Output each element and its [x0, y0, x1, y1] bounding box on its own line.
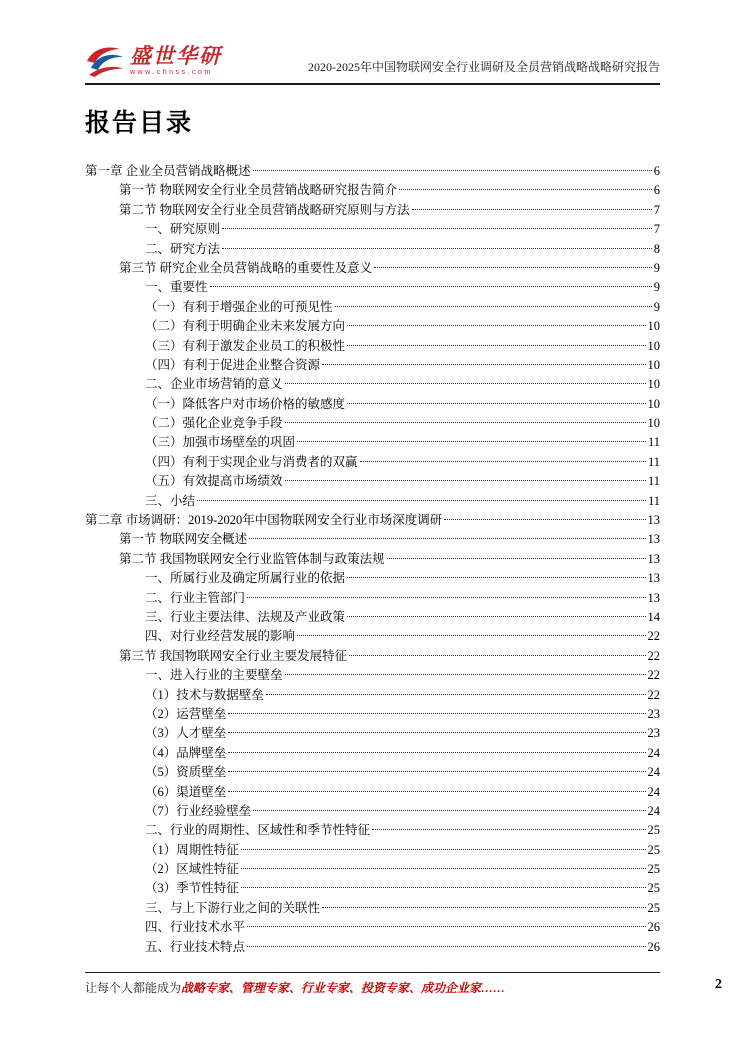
toc-dot-leader	[335, 306, 652, 307]
toc-page-number: 26	[647, 920, 660, 935]
toc-dot-leader	[347, 577, 645, 578]
page-header	[85, 44, 660, 85]
toc-entry[interactable]	[85, 550, 660, 569]
toc-dot-leader	[399, 189, 652, 190]
toc-page-number: 25	[647, 842, 660, 857]
toc-page-number: 25	[647, 823, 660, 838]
toc-page-number: 11	[647, 435, 660, 450]
toc-page-number: 9	[653, 260, 660, 275]
toc-dot-leader	[253, 810, 645, 811]
toc-dot-leader	[360, 461, 646, 462]
toc-entry[interactable]	[85, 298, 660, 317]
toc-dot-leader	[228, 732, 645, 733]
toc-entry[interactable]	[85, 763, 660, 782]
toc-dot-leader	[249, 538, 645, 539]
report-title: 2020-2025年中国物联网安全行业调研及全员营销战略战略研究报告	[308, 60, 660, 74]
toc-dot-leader	[222, 248, 652, 249]
toc-entry[interactable]	[85, 821, 660, 840]
toc-entry[interactable]	[85, 511, 660, 530]
toc-entry-label: 二、企业市场营销的意义	[145, 377, 283, 392]
toc-entry[interactable]	[85, 918, 660, 937]
toc-entry[interactable]	[85, 744, 660, 763]
toc-entry-label: 三、与上下游行业之间的关联性	[145, 900, 321, 915]
footer-divider	[85, 972, 660, 973]
toc-entry[interactable]	[85, 783, 660, 802]
toc-page-number: 22	[647, 648, 660, 663]
toc-entry-label: 三、行业主要法律、法规及产业政策	[145, 609, 346, 624]
toc-entry[interactable]	[85, 414, 660, 433]
toc-entry[interactable]	[85, 608, 660, 627]
toc-page-number: 13	[647, 532, 660, 547]
toc-dot-leader	[228, 713, 645, 714]
toc-entry-label: 第三节 研究企业全员营销战略的重要性及意义	[119, 260, 373, 275]
toc-dot-leader	[297, 635, 645, 636]
toc-entry-label: （三）有利于激发企业员工的积极性	[145, 338, 346, 353]
toc-entry[interactable]	[85, 666, 660, 685]
footer-slogan	[85, 979, 505, 996]
toc-dot-leader	[228, 752, 645, 753]
toc-entry-label: 第二章 市场调研：2019-2020年中国物联网安全行业市场深度调研	[85, 513, 443, 528]
toc-page-number: 10	[647, 416, 660, 431]
toc-page-number: 22	[647, 668, 660, 683]
toc-page-number: 10	[647, 357, 660, 372]
toc-page-number: 22	[647, 629, 660, 644]
toc-dot-leader	[222, 228, 652, 229]
toc-page-number: 25	[647, 862, 660, 877]
toc-entry[interactable]	[85, 162, 660, 181]
toc-entry-label: （三）加强市场壁垒的巩固	[145, 435, 296, 450]
toc-page-number: 10	[647, 377, 660, 392]
toc-entry-label: 三、小结	[145, 493, 196, 508]
toc-dot-leader	[247, 926, 645, 927]
toc-list	[85, 162, 660, 957]
toc-entry[interactable]	[85, 433, 660, 452]
toc-entry-label: （7）行业经验壁垒	[145, 803, 252, 818]
toc-dot-leader	[322, 364, 645, 365]
toc-page-number: 10	[647, 396, 660, 411]
toc-entry-label: （一）有利于增强企业的可预见性	[145, 299, 333, 314]
logo-book-icon	[85, 44, 125, 78]
toc-entry-label: 第一节 物联网安全概述	[119, 532, 248, 547]
toc-entry-label: （4）品牌壁垒	[145, 745, 227, 760]
toc-entry-label: （1）技术与数据壁垒	[145, 687, 264, 702]
toc-entry[interactable]	[85, 724, 660, 743]
toc-entry[interactable]	[85, 356, 660, 375]
page-title: 报告目录	[85, 110, 194, 137]
toc-dot-leader	[253, 170, 652, 171]
toc-entry-label: 二、行业的周期性、区域性和季节性特征	[145, 823, 371, 838]
toc-page-number: 13	[647, 571, 660, 586]
toc-entry-label: （四）有利于实现企业与消费者的双赢	[145, 454, 358, 469]
brand-tagline: www.chnss.com	[130, 69, 213, 76]
toc-entry[interactable]	[85, 938, 660, 957]
toc-entry-label: （二）强化企业竞争手段	[145, 416, 283, 431]
toc-dot-leader	[247, 597, 645, 598]
toc-page-number: 11	[647, 454, 660, 469]
toc-dot-leader	[285, 383, 646, 384]
footer-slogan-emphasis: 战略专家、管理专家、行业专家、投资专家、成功企业家……	[181, 981, 506, 995]
toc-page-number: 6	[653, 183, 660, 198]
toc-entry-label: 第二节 我国物联网安全行业监管体制与政策法规	[119, 551, 385, 566]
toc-page-number: 24	[647, 765, 660, 780]
toc-dot-leader	[285, 422, 646, 423]
toc-dot-leader	[412, 209, 652, 210]
toc-entry[interactable]	[85, 647, 660, 666]
toc-page-number: 7	[653, 202, 660, 217]
toc-entry[interactable]	[85, 569, 660, 588]
toc-page-number: 11	[647, 474, 660, 489]
toc-dot-leader	[241, 849, 646, 850]
toc-entry[interactable]	[85, 201, 660, 220]
toc-entry[interactable]	[85, 589, 660, 608]
toc-page-number: 6	[653, 164, 660, 178]
toc-page-number: 7	[653, 222, 660, 237]
toc-page-number: 23	[647, 706, 660, 721]
toc-entry-label: （3）人才壁垒	[145, 726, 227, 741]
toc-entry-label: 四、对行业经营发展的影响	[145, 629, 296, 644]
toc-entry-label: 一、所属行业及确定所属行业的依据	[145, 571, 346, 586]
toc-dot-leader	[347, 345, 645, 346]
toc-entry-label: 一、研究原则	[145, 222, 221, 237]
toc-entry[interactable]	[85, 627, 660, 646]
toc-entry-label: （5）资质壁垒	[145, 765, 227, 780]
toc-entry-label: 四、行业技术水平	[145, 920, 246, 935]
toc-entry-label: （3）季节性特征	[145, 881, 239, 896]
toc-dot-leader	[387, 558, 646, 559]
toc-page-number: 13	[647, 590, 660, 605]
toc-entry[interactable]	[85, 879, 660, 898]
toc-entry-label: 一、重要性	[145, 280, 208, 295]
toc-entry[interactable]	[85, 278, 660, 297]
toc-page-number: 25	[647, 900, 660, 915]
toc-entry-label: 第三节 我国物联网安全行业主要发展特征	[119, 648, 348, 663]
toc-entry[interactable]	[85, 686, 660, 705]
toc-entry-label: （二）有利于明确企业未来发展方向	[145, 319, 346, 334]
toc-dot-leader	[322, 907, 645, 908]
footer-page-number: 2	[715, 977, 722, 992]
toc-dot-leader	[349, 655, 645, 656]
toc-entry[interactable]	[85, 240, 660, 259]
toc-entry-label: 第一章 企业全员营销战略概述	[85, 164, 251, 178]
toc-entry-label: （2）区域性特征	[145, 862, 239, 877]
toc-page-number: 9	[653, 299, 660, 314]
toc-entry[interactable]	[85, 375, 660, 394]
toc-entry[interactable]	[85, 220, 660, 239]
toc-page-number: 24	[647, 745, 660, 760]
toc-entry-label: （6）渠道壁垒	[145, 784, 227, 799]
toc-dot-leader	[297, 441, 646, 442]
toc-entry[interactable]	[85, 259, 660, 278]
toc-dot-leader	[197, 500, 646, 501]
toc-dot-leader	[285, 674, 646, 675]
toc-entry[interactable]	[85, 453, 660, 472]
toc-entry-label: 二、行业主管部门	[145, 590, 246, 605]
toc-entry-label: （1）周期性特征	[145, 842, 239, 857]
toc-entry-label: （五）有效提高市场绩效	[145, 474, 283, 489]
toc-page-number: 24	[647, 803, 660, 818]
company-logo	[85, 44, 222, 78]
toc-entry[interactable]	[85, 802, 660, 821]
toc-entry[interactable]	[85, 492, 660, 511]
toc-entry-label: （四）有利于促进企业整合资源	[145, 357, 321, 372]
toc-page-number: 22	[647, 687, 660, 702]
toc-dot-leader	[347, 403, 645, 404]
toc-page-number: 10	[647, 338, 660, 353]
toc-page-number: 23	[647, 726, 660, 741]
toc-dot-leader	[228, 771, 645, 772]
toc-entry-label: 一、进入行业的主要壁垒	[145, 668, 283, 683]
toc-dot-leader	[285, 480, 646, 481]
toc-page-number: 10	[647, 319, 660, 334]
toc-page-number: 13	[647, 513, 660, 528]
toc-entry[interactable]	[85, 899, 660, 918]
toc-entry[interactable]	[85, 860, 660, 879]
toc-dot-leader	[372, 829, 645, 830]
toc-entry[interactable]	[85, 395, 660, 414]
toc-entry-label: 二、研究方法	[145, 241, 221, 256]
toc-page-number: 11	[647, 493, 660, 508]
logo-text-block	[130, 46, 222, 76]
toc-dot-leader	[228, 791, 645, 792]
toc-page-number: 9	[653, 280, 660, 295]
toc-page-number: 26	[647, 939, 660, 954]
toc-entry-label: （一）降低客户对市场价格的敏感度	[145, 396, 346, 411]
toc-dot-leader	[347, 325, 645, 326]
toc-entry-label: 第一节 物联网安全行业全员营销战略研究报告简介	[119, 183, 398, 198]
toc-page-number: 13	[647, 551, 660, 566]
toc-entry-label: （2）运营壁垒	[145, 706, 227, 721]
toc-dot-leader	[241, 868, 646, 869]
toc-page-number: 25	[647, 881, 660, 896]
toc-entry-label: 五、行业技术特点	[145, 939, 246, 954]
toc-entry[interactable]	[85, 472, 660, 491]
footer-slogan-prefix: 让每个人都能成为	[85, 981, 182, 995]
toc-entry[interactable]	[85, 841, 660, 860]
toc-dot-leader	[374, 267, 652, 268]
toc-entry[interactable]	[85, 317, 660, 336]
toc-dot-leader	[347, 616, 645, 617]
toc-entry[interactable]	[85, 705, 660, 724]
toc-dot-leader	[444, 519, 645, 520]
brand-name: 盛世华研	[130, 44, 222, 68]
toc-entry[interactable]	[85, 181, 660, 200]
toc-page-number: 24	[647, 784, 660, 799]
toc-dot-leader	[247, 946, 645, 947]
toc-entry-label: 第二节 物联网安全行业全员营销战略研究原则与方法	[119, 202, 410, 217]
toc-page-number: 8	[653, 241, 660, 256]
toc-entry[interactable]	[85, 530, 660, 549]
toc-dot-leader	[210, 286, 652, 287]
toc-page-number: 14	[647, 609, 660, 624]
toc-entry[interactable]	[85, 337, 660, 356]
toc-dot-leader	[266, 694, 646, 695]
toc-dot-leader	[241, 887, 646, 888]
